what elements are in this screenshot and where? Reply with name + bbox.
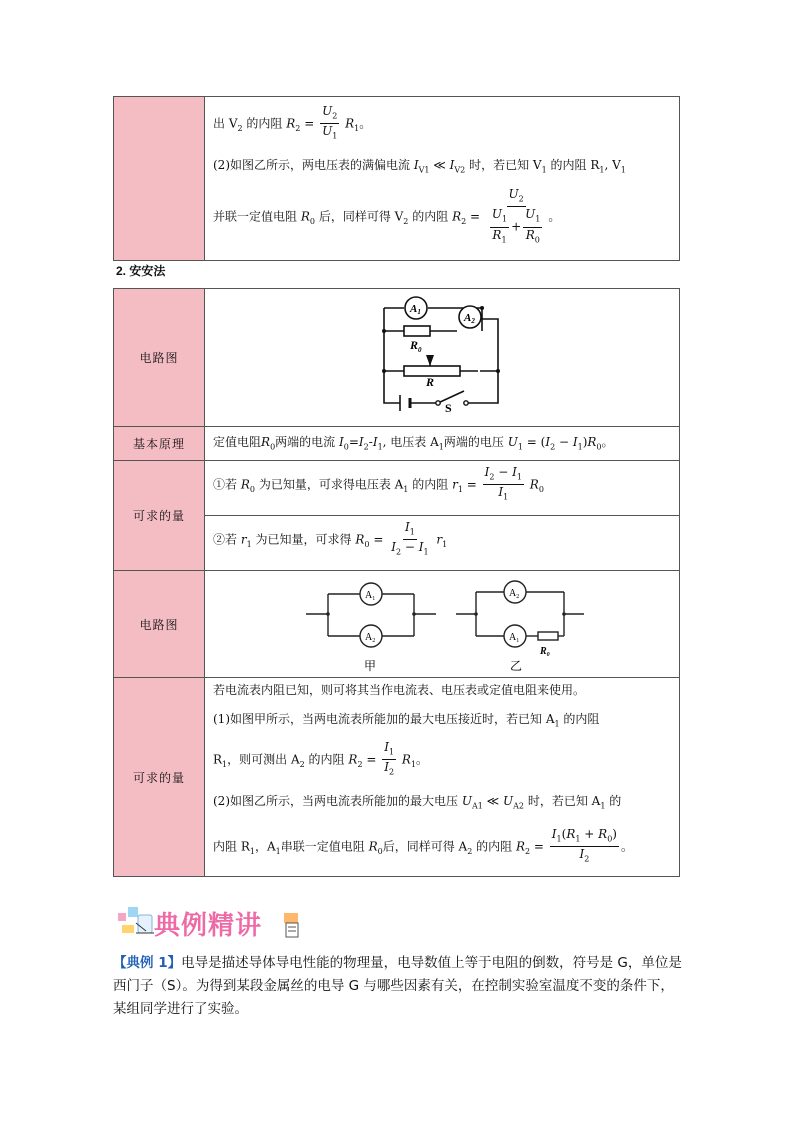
note-line-3: $R_1$，则可测出 $A_2$ 的内阻 $R_2$ = $\frac{I_1}{I_2}$ $R_1$。	[213, 740, 429, 777]
top-line-1: 出 $V_2$ 的内阻 $R_2$ = $\frac{U_2}{U_1}$ $R_1$。	[213, 104, 372, 141]
top-line-2: (2)如图乙所示，两电压表的满偏电流 $I_{V1}$ ≪ $I_{V2}$ 时，若已知 $V_1$ 的内阻 $R_1$, $V_1$	[213, 158, 626, 175]
section-title: 2. 安安法	[116, 264, 166, 278]
obtain-label: 可求的量	[114, 461, 205, 571]
circuit1-label: 电路图	[114, 289, 205, 427]
resistor-r0	[404, 326, 430, 336]
example-text: 电导是描述导体导电性能的物理量，电导数值上等于电阻的倒数，符号是 G，单位是西门子（S）。为得到某段金属丝的电导 G 与哪些因素有关，在控制实验室温度不变的条件下，某组同学进行了实验。	[113, 955, 682, 1017]
note-line-4: (2)如图乙所示，当两电流表所能加的最大电压 $U_{A1}$ ≪ $U_{A2}$ 时，若已知 $A_1$ 的	[213, 794, 622, 811]
caption-jia: 甲	[364, 659, 377, 673]
note-line-5: 内阻 $R_1$，$A_1$串联一定值电阻 $R_0$后，同样可得 $A_2$ 的内阻 $R_2$ = $\frac{I_1(R_1 + R_0)}{I_2}$ 。	[213, 827, 633, 864]
a1-label: A1	[410, 303, 421, 316]
circuit2-label: 电路图	[114, 571, 205, 678]
obtain2-text: ②若 $r_1$ 为已知量，可求得 $R_0$ = $\frac{I_1}{I_2 - I_1}$ $r_1$	[213, 520, 448, 557]
note-line-1: 若电流表内阻已知，则可将其当作电流表、电压表或定值电阻来使用。	[213, 683, 586, 697]
yi-a1-label: $A_1$	[509, 632, 520, 644]
top-line-3: 并联一定值电阻 $R_0$ 后，同样可得 $V_2$ 的内阻 $R_2$ = $U_2$ $\frac{U_1}{R_1}$ + $\frac{U_1}{R_0}$ 。	[213, 187, 561, 245]
a2-label: A2	[464, 312, 475, 325]
jia-a1-label: $A_1$	[365, 590, 376, 602]
circuit-diagram-2	[300, 576, 590, 674]
r0-label: $R_0$	[410, 338, 422, 354]
jia-a2-label: $A_2$	[365, 632, 376, 644]
s-label: S	[445, 401, 452, 413]
note-line-2: (1)如图甲所示，当两电流表所能加的最大电压接近时，若已知 $A_1$ 的内阻	[213, 712, 600, 729]
example-banner	[116, 903, 306, 941]
obtain3-label: 可求的量	[114, 678, 205, 877]
example-paragraph	[113, 952, 683, 1021]
principle-text: 定值电阻$R_0$两端的电流 $I_0=I_2-I_1$, 电压表 $A_1$两端的电压 $U_1 = (I_2 - I_1)R_0$。	[213, 435, 614, 452]
obtain1-text: ①若 $R_0$ 为已知量，可求得电压表 $A_1$ 的内阻 $r_1$ = $\frac{I_2 - I_1}{I_1}$ $R_0$	[213, 465, 544, 502]
example-label: 【典例 1】	[113, 955, 182, 971]
yi-a2-label: $A_2$	[509, 588, 520, 600]
yi-r0-label: $R_0$	[540, 646, 550, 658]
banner-title: 典例精讲	[154, 911, 263, 941]
circuit-diagram-1	[370, 291, 510, 413]
top-table-label-cell	[114, 97, 205, 261]
principle-label: 基本原理	[114, 427, 205, 461]
caption-yi: 乙	[510, 659, 523, 673]
r-label: R	[426, 375, 435, 389]
